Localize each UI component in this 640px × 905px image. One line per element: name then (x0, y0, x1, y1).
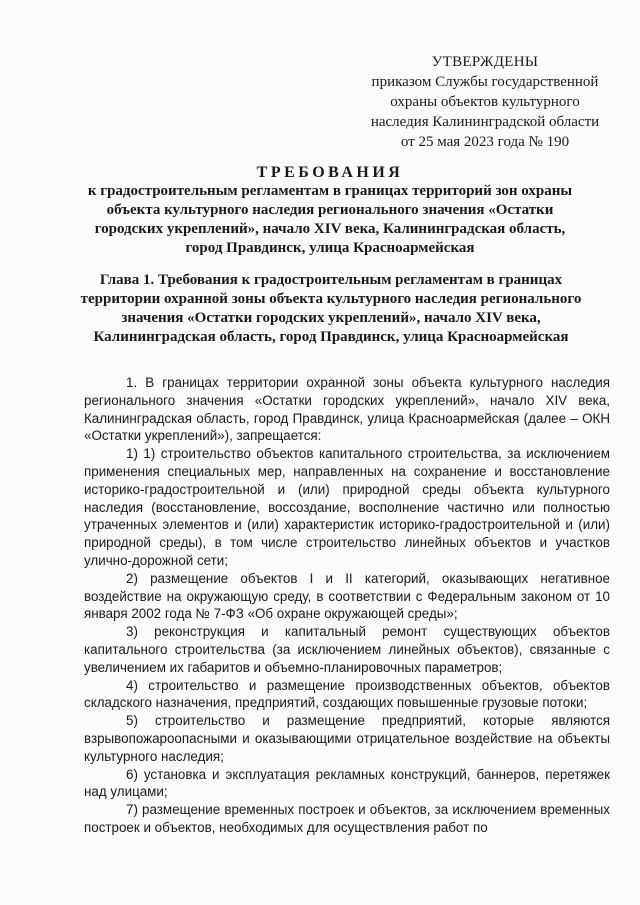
title-line: к градостроительным регламентам в границах территорий зон охраны (87, 183, 573, 199)
list-item: 3) реконструкция и капитальный ремонт существующих объектов капитального строительства (за исключением линейных объектов), связанные с увеличением их габаритов и объемно-планировочных параметров; (84, 624, 610, 675)
approval-stamp (360, 52, 610, 152)
chapter-heading (62, 271, 600, 347)
chapter-line: территории охранной зоны объекта культурного наследия регионального (80, 291, 582, 307)
chapter-line: Глава 1. Требования к градостроительным регламентам в границах (99, 272, 563, 288)
document-body (84, 374, 610, 837)
title-line: город Правдинск, улица Красноармейская (185, 240, 475, 256)
approval-date: от 25 мая 2023 года № 190 (400, 134, 570, 150)
approval-heading: УТВЕРЖДЕНЫ (431, 54, 539, 70)
title-line: объекта культурного наследия регионального значения «Остатки (106, 202, 554, 218)
approval-line: приказом Службы государственной (371, 74, 599, 90)
document-title (60, 163, 600, 258)
list-item: 5) строительство и размещение предприятий, которые являются взрывопожароопасными и оказывающими отрицательное воздействие на объекты культурного наследия; (84, 713, 610, 764)
list-item: 1) 1) строительство объектов капитального строительства, за исключением применения специальных мер, направленных на сохранение и восстановление историко-градостроительной и (или) природной среды объекта культурного наследия (восстановление, воссоздание, восполнение частично или полностью утраченных элементов и (или) характеристик историко-градостроительной и (или) природной среды), в том числе строительство линейных объектов и участков улично-дорожной сети; (84, 446, 610, 568)
list-item: 7) размещение временных построек и объектов, за исключением временных построек и объектов, необходимых для осуществления работ по (84, 802, 610, 835)
title-heading: ТРЕБОВАНИЯ (256, 164, 404, 181)
chapter-line: значения «Остатки городских укреплений», начало XIV века, (121, 310, 541, 326)
approval-line: наследия Калининградской области (370, 114, 600, 130)
chapter-line: Калининградская область, город Правдинск, улица Красноармейская (93, 329, 569, 345)
approval-line: охраны объектов культурного (390, 94, 580, 110)
paragraph-intro: 1. В границах территории охранной зоны объекта культурного наследия регионального значения «Остатки городских укреплений», начало XIV века, Калининградская область, город Правдинск, улица Красноармейская (далее – ОКН «Остатки укреплений»), запрещается: (84, 375, 610, 444)
list-item: 6) установка и эксплуатация рекламных конструкций, баннеров, перетяжек над улицами; (84, 766, 610, 800)
title-line: городских укреплений», начало XIV века, Калининградская область, (94, 221, 566, 237)
list-item: 2) размещение объектов I и II категорий, оказывающих негативное воздействие на окружающую среду, в соответствии с Федеральным законом от 10 января 2002 года № 7-ФЗ «Об охране окружающей среды»; (84, 570, 610, 622)
list-item: 4) строительство и размещение производственных объектов, объектов складского назначения, предприятий, создающих повышенные грузовые потоки; (84, 677, 610, 711)
